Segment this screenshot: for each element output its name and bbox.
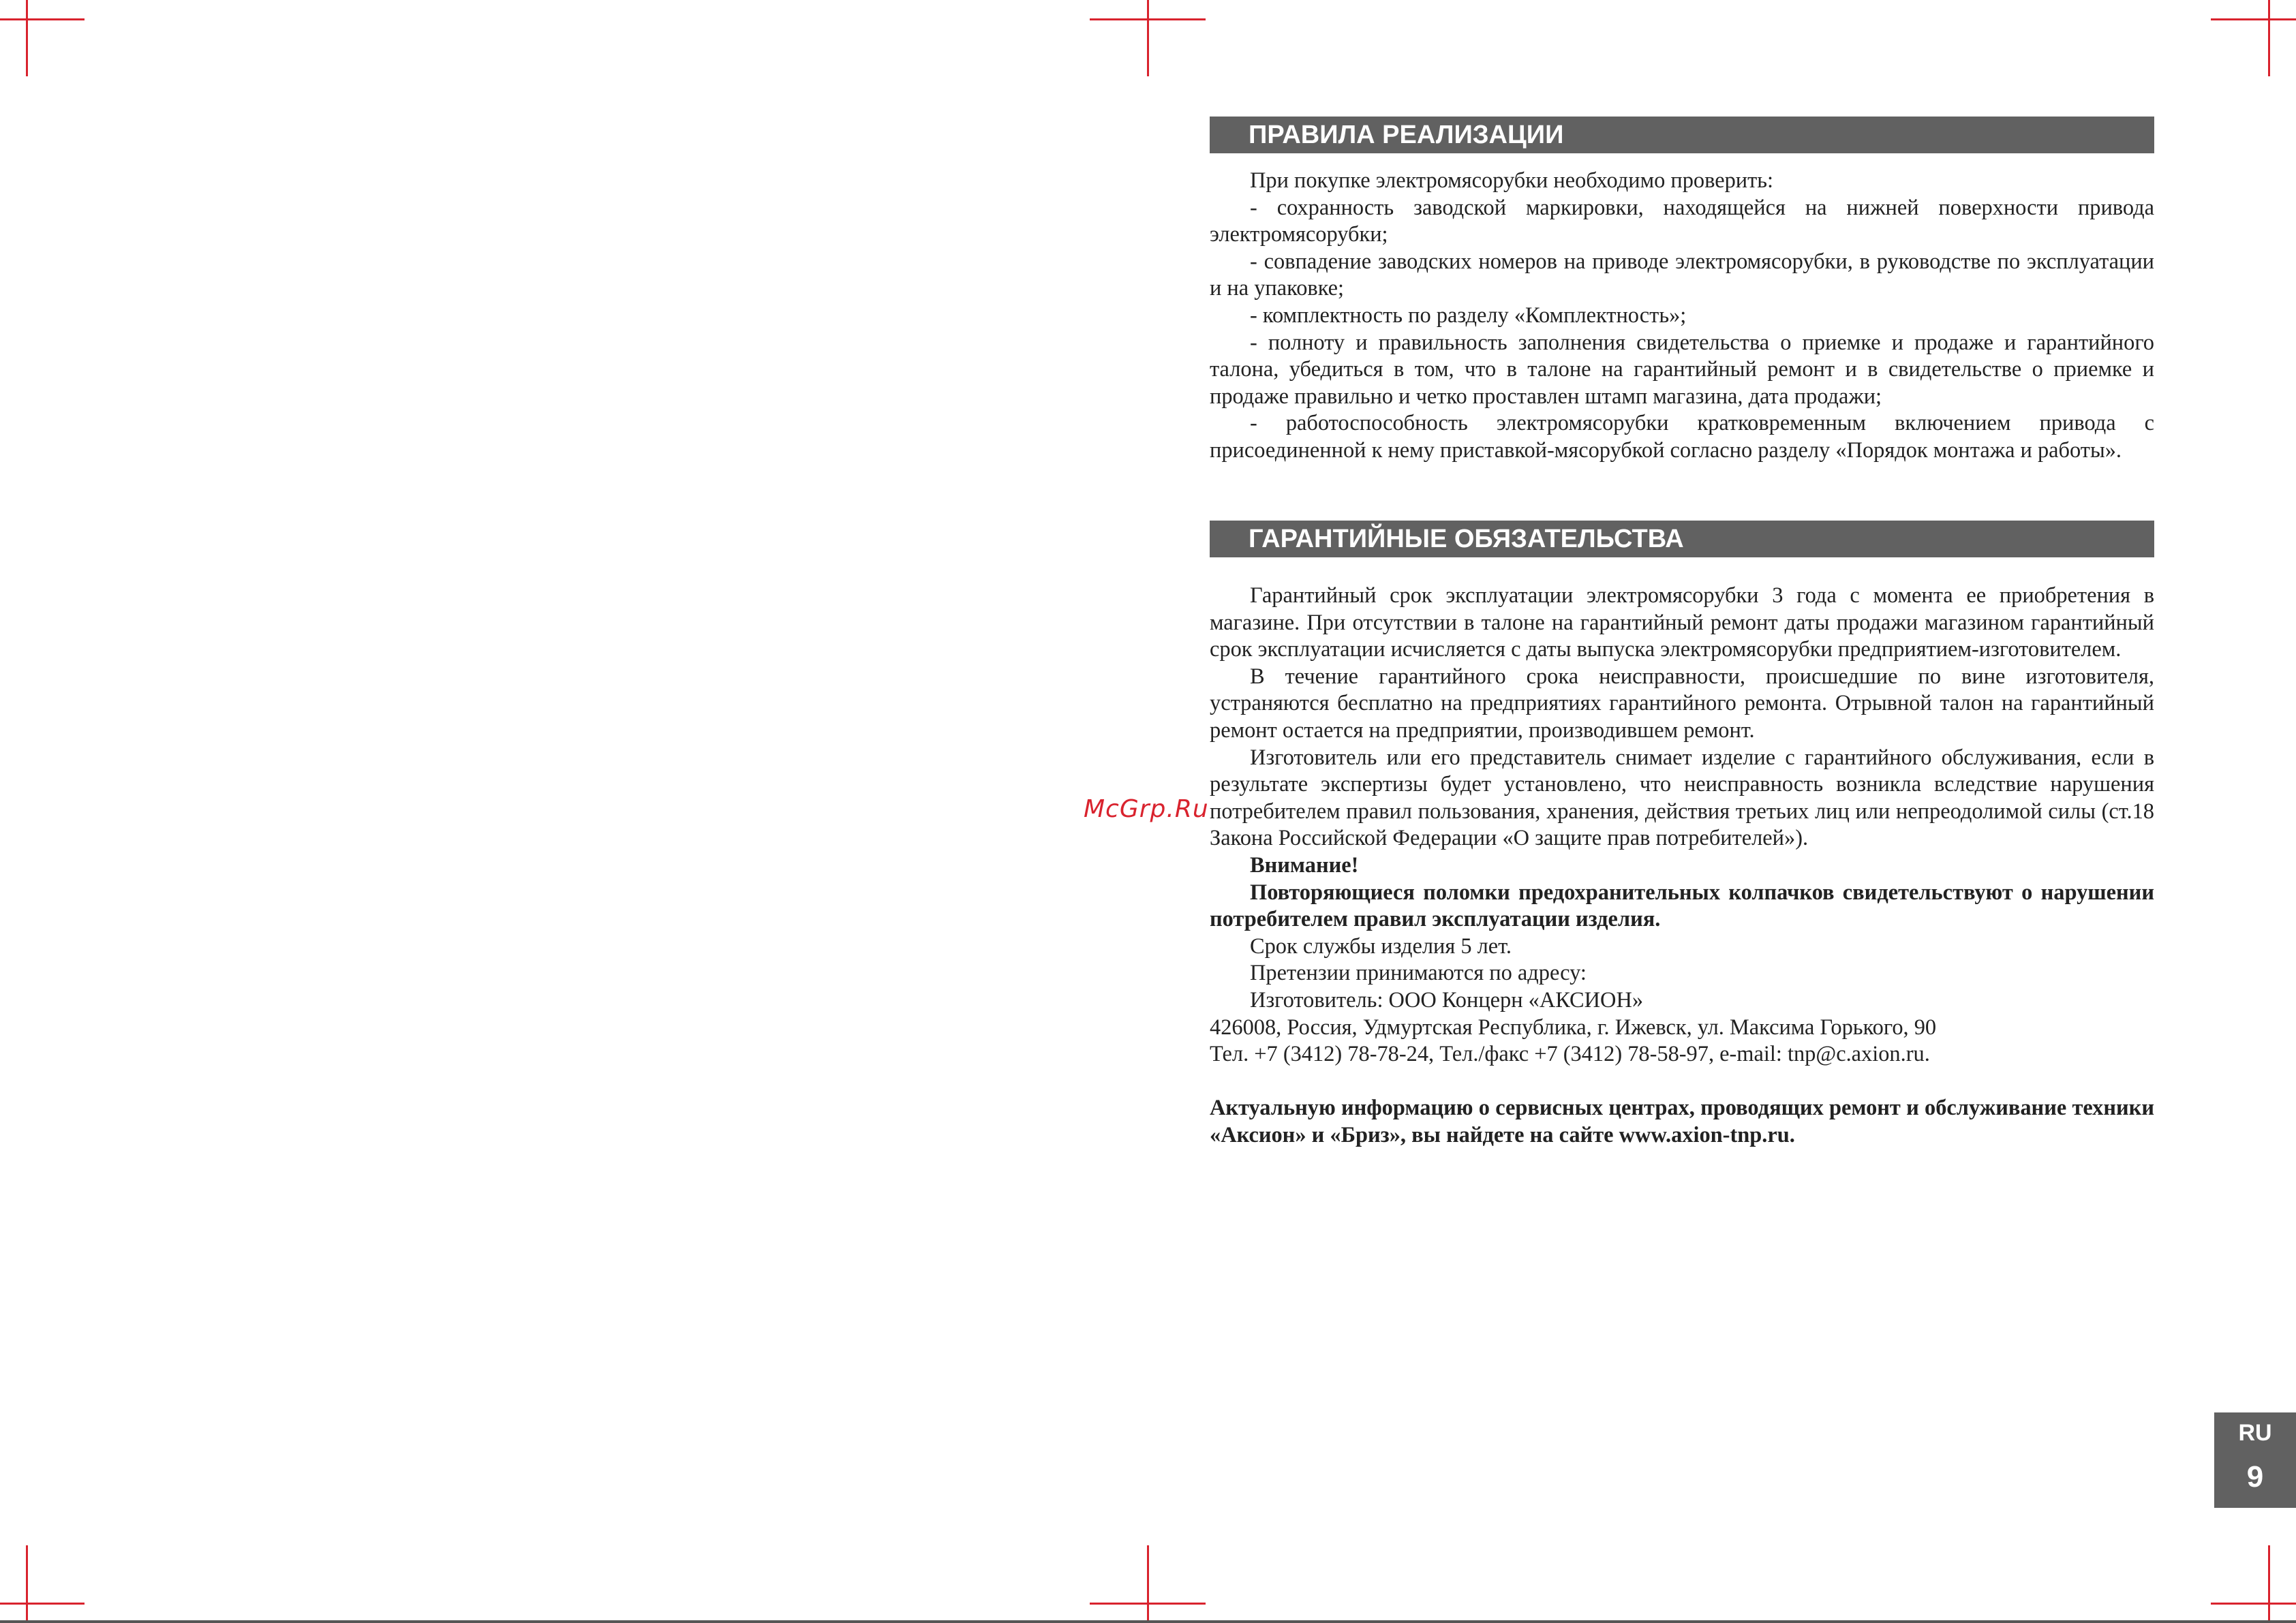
- crop-mark: [2268, 0, 2270, 76]
- page-edge-rule: [0, 1620, 2296, 1623]
- crop-mark: [26, 0, 28, 76]
- attention-label: Внимание!: [1250, 852, 1359, 878]
- sale-rules-body: [1210, 168, 2154, 465]
- claims-label: Претензии принимаются по адресу:: [1250, 961, 1587, 986]
- manufacturer-address: 426008, Россия, Удмуртская Республика, г. Ижевск, ул. Максима Горького, 90: [1210, 1015, 1937, 1040]
- language-code: RU: [2238, 1420, 2272, 1446]
- warranty-paragraph: В течение гарантийного срока неисправности, происшедшие по вине изготовителя, устраняются бесплатно на предприятиях гарантийного ремонта. Отрывной талон на гарантийный ремонт остается на предприятии, производившем ремонт.: [1210, 664, 2154, 743]
- crop-mark: [1147, 0, 1149, 76]
- crop-mark: [2211, 18, 2296, 20]
- sale-rules-item: - сохранность заводской маркировки, находящейся на нижней поверхности привода электромясорубки;: [1210, 195, 2154, 247]
- page-tab: [2214, 1412, 2296, 1508]
- manufacturer-contacts: Тел. +7 (3412) 78-78-24, Тел./факс +7 (3412) 78-58-97, e-mail: tnp@c.axion.ru.: [1210, 1042, 1930, 1067]
- spacer: [1210, 1068, 2154, 1096]
- sale-rules-item: - совпадение заводских номеров на приводе электромясорубки, в руководстве по эксплуатации и на упаковке;: [1210, 249, 2154, 301]
- sale-rules-item: - комплектность по разделу «Комплектность»;: [1250, 303, 1687, 328]
- crop-mark: [0, 18, 85, 20]
- sale-rules-heading: ПРАВИЛА РЕАЛИЗАЦИИ: [1210, 117, 2154, 153]
- crop-mark: [2211, 1603, 2296, 1605]
- page-number: 9: [2246, 1460, 2264, 1494]
- sale-rules-item: - полноту и правильность заполнения свидетельства о приемке и продаже и гарантийного талона, убедиться в том, что в талоне на гарантийный ремонт и в свидетельстве о приемке и продаже правильно и четко проставлен штамп магазина, дата продажи;: [1210, 330, 2154, 409]
- sale-rules-item: - работоспособность электромясорубки кратковременным включением привода с присоединенной к нему приставкой-мясорубкой согласно разделу «Порядок монтажа и работы».: [1210, 411, 2154, 463]
- crop-mark: [1147, 1545, 1149, 1620]
- manufacturer-name: Изготовитель: ООО Концерн «АКСИОН»: [1250, 987, 1644, 1013]
- service-life: Срок службы изделия 5 лет.: [1250, 933, 1512, 959]
- sale-rules-intro: При покупке электромясорубки необходимо проверить:: [1250, 168, 1774, 193]
- attention-text: Повторяющиеся поломки предохранительных колпачков свидетельствуют о нарушении потребителем правил эксплуатации изделия.: [1210, 880, 2154, 932]
- warranty-body: [1210, 583, 2154, 1149]
- warranty-paragraph: Гарантийный срок эксплуатации электромясорубки 3 года с момента ее приобретения в магазине. При отсутствии в талоне на гарантийный ремонт даты продажи магазином гарантийный срок эксплуатации исчисляется с даты выпуска электромясорубки предприятием-изготовителем.: [1210, 583, 2154, 662]
- watermark: McGrp.Ru: [1084, 795, 1209, 823]
- warranty-paragraph: Изготовитель или его представитель снимает изделие с гарантийного обслуживания, если в результате экспертизы будет установлено, что неисправность возникла вследствие нарушения потребителем правил пользования, хранения, действия третьих лиц или непреодолимой силы (ст.18 Закона Российской Федерации «О защите прав потребителей»).: [1210, 745, 2154, 851]
- crop-mark: [2268, 1545, 2270, 1620]
- crop-mark: [0, 1603, 85, 1605]
- service-centers-info: Актуальную информацию о сервисных центрах, проводящих ремонт и обслуживание техники «Аксион» и «Бриз», вы найдете на сайте www.axion-tnp.ru.: [1210, 1096, 2154, 1147]
- warranty-heading: ГАРАНТИЙНЫЕ ОБЯЗАТЕЛЬСТВА: [1210, 521, 2154, 557]
- crop-mark: [26, 1545, 28, 1620]
